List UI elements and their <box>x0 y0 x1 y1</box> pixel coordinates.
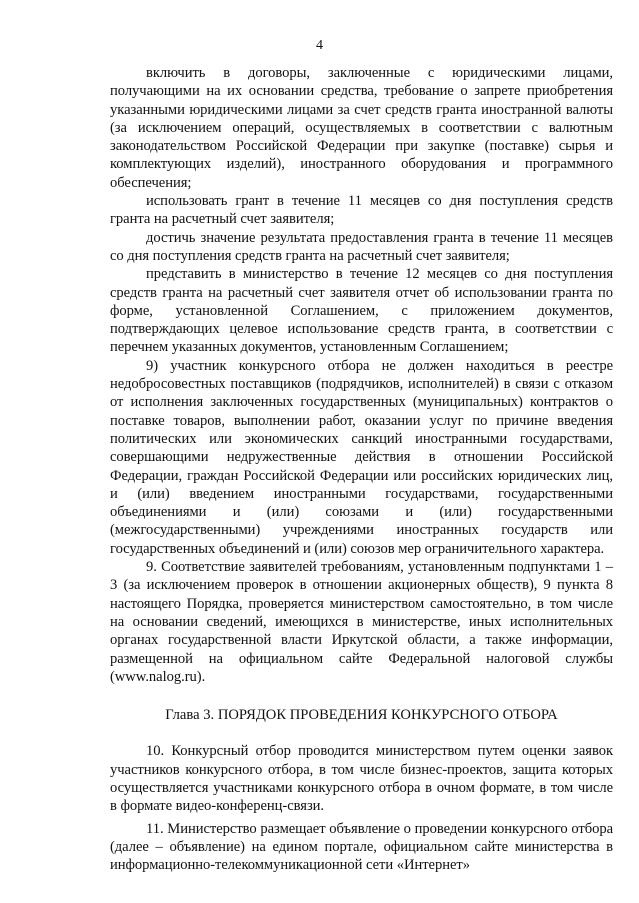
paragraph-item-9-registry: 9) участник конкурсного отбора не должен находиться в реестре недобросовестных поставщиков (подрядчиков, исполнителей) в связи с отказом от исполнения заключенных государственных (муниципальных) контрактов о поставке товаров, выполнении работ, оказании услуг по причине введения политических или экономических санкций иностранными государствами, совершающими недружественные действия в отношении Российской Федерации, граждан Российской Федерации или российских юридических лиц, и (или) введением иностранными государствами, государственными объединениями и (или) союзами и (или) государственными (межгосударственными) учреждениями иностранных государств или государственных объединений и (или) союзов мер ограничительного характера. <box>110 357 613 557</box>
paragraph-achieve-result: достичь значение результата предоставления гранта в течение 11 месяцев со дня поступления средств гранта на расчетный счет заявителя; <box>110 229 613 264</box>
paragraph-contract-requirement: включить в договоры, заключенные с юридическими лицами, получающими на их основании средства, требование о запрете приобретения указанными юридическими лицами за счет средств гранта иностранной валюты (за исключением операций, осуществляемых в соответствии с валютным законодательством Российской Федерации при закупке (поставке) сырья и комплектующих изделий), иностранного оборудования и программного обеспечения; <box>110 65 613 191</box>
paragraph-submit-report: представить в министерство в течение 12 месяцев со дня поступления средств гранта на расчетный счет заявителя отчет об использовании гранта по форме, установленной Соглашением, с приложением документов, подтверждающих целевое использование средств гранта, в соответствии с перечнем указанных документов, установленным Соглашением; <box>110 266 613 356</box>
document-body <box>110 64 613 874</box>
paragraph-point-10: 10. Конкурсный отбор проводится министерством путем оценки заявок участников конкурсного отбора, в том числе бизнес-проектов, защита которых осуществляется участниками конкурсного отбора в очном формате, в том числе в формате видео-конференц-связи. <box>110 743 613 815</box>
paragraph-use-grant: использовать грант в течение 11 месяцев со дня поступления средств гранта на расчетный счет заявителя; <box>110 193 613 228</box>
paragraph-point-11: 11. Министерство размещает объявление о проведении конкурсного отбора (далее – объявление) на едином портале, официальном сайте министерства в информационно-телекоммуникационной сети «Интернет» <box>110 820 613 874</box>
page-number: 4 <box>316 38 323 53</box>
chapter-heading: Глава 3. ПОРЯДОК ПРОВЕДЕНИЯ КОНКУРСНОГО ОТБОРА <box>165 707 558 724</box>
paragraph-point-9-compliance: 9. Соответствие заявителей требованиям, установленным подпунктами 1 – 3 (за исключением проверок в отношении акционерных обществ), 9 пункта 8 настоящего Порядка, проверяется министерством самостоятельно, в том числе на основании сведений, имеющихся в министерстве, иных исполнительных органах государственной власти Иркутской области, а также информации, размещенной на официальном сайте Федеральной налоговой службы (www.nalog.ru). <box>110 559 613 685</box>
